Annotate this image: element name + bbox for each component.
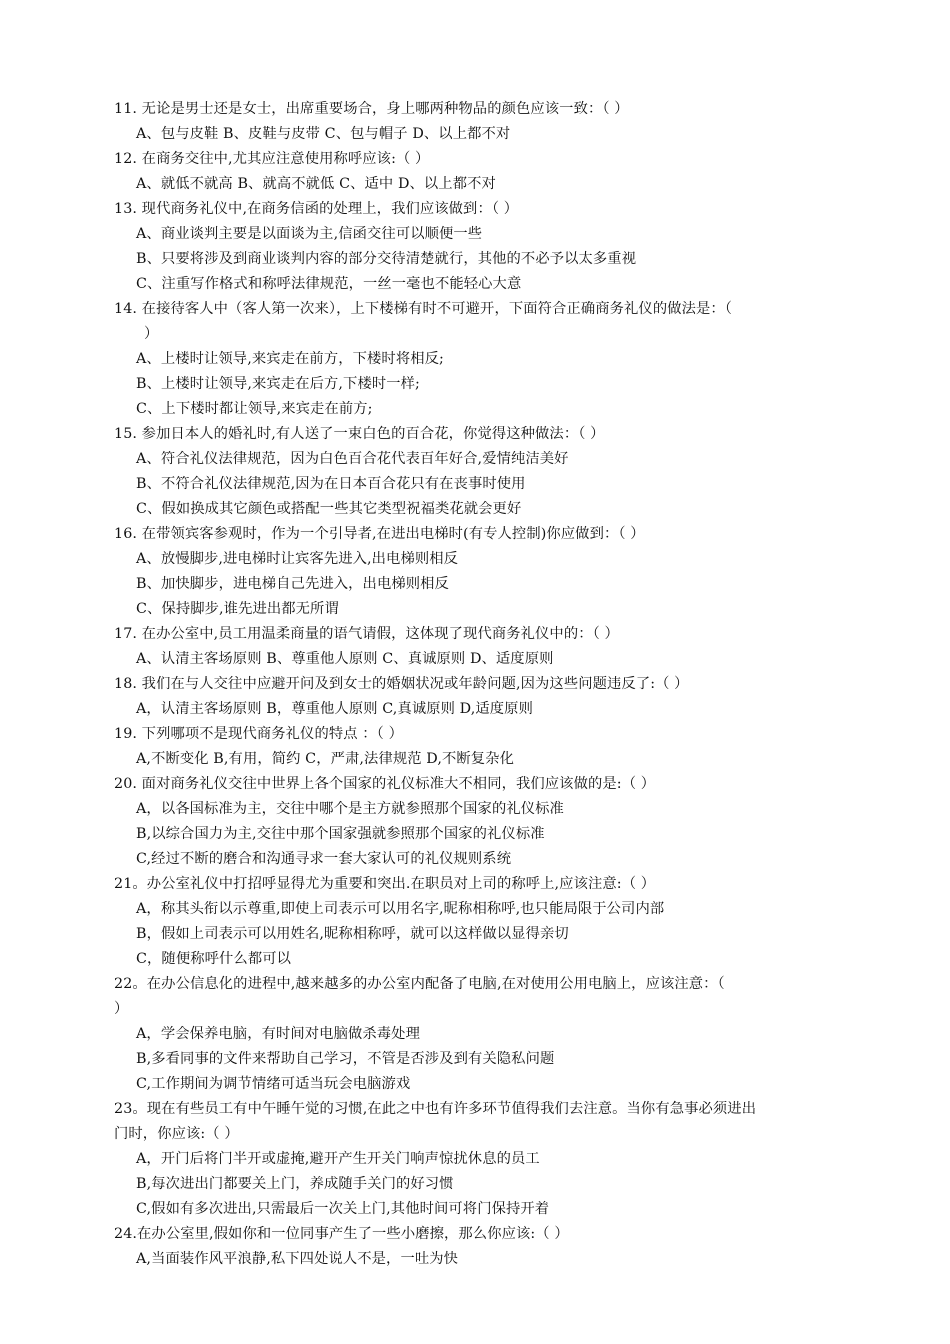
answer-option: A、包与皮鞋 B、皮鞋与皮带 C、包与帽子 D、以上都不对 [136,126,511,142]
answer-option: A、就低不就高 B、就高不就低 C、适中 D、以上都不对 [136,176,496,192]
answer-option: C、注重写作格式和称呼法律规范，一丝一毫也不能轻心大意 [136,276,522,292]
answer-option: A,当面装作风平浪静,私下四处说人不是，一吐为快 [136,1251,459,1267]
answer-option: C,工作期间为调节情绪可适当玩会电脑游戏 [136,1076,411,1092]
question-text: 14. 在接待客人中（客人第一次来），上下楼梯有时不可避开，下面符合正确商务礼仪的做法是：（ [114,301,733,317]
answer-option: B,多看同事的文件来帮助自己学习，不管是否涉及到有关隐私问题 [136,1051,555,1067]
answer-option: A、符合礼仪法律规范，因为白色百合花代表百年好合,爱情纯洁美好 [136,451,569,467]
question-continuation: 门时，你应该:（ ） [114,1126,239,1142]
answer-option: B、不符合礼仪法律规范,因为在日本百合花只有在丧事时使用 [136,476,526,492]
answer-option: B、只要将涉及到商业谈判内容的部分交待清楚就行，其他的不必予以太多重视 [136,251,637,267]
question-text: 16. 在带领宾客参观时，作为一个引导者,在进出电梯时(有专人控制)你应做到：（ ） [114,526,645,542]
question-text: 22。在办公信息化的进程中,越来越多的办公室内配备了电脑,在对使用公用电脑上，应该注意：（ [114,976,725,992]
question-text: 24.在办公室里,假如你和一位同事产生了一些小磨擦，那么你应该:（ ） [114,1226,569,1242]
answer-option: C、保持脚步,谁先进出都无所谓 [136,601,339,617]
answer-option: B,以综合国力为主,交往中那个国家强就参照那个国家的礼仪标准 [136,826,545,842]
question-text: 15. 参加日本人的婚礼时,有人送了一束白色的百合花，你觉得这种做法：（ ） [114,426,605,442]
question-text: 17. 在办公室中,员工用温柔商量的语气请假，这体现了现代商务礼仪中的：（ ） [114,626,619,642]
question-list [114,97,844,1272]
answer-option: B、上楼时让领导,来宾走在后方,下楼时一样; [136,376,420,392]
answer-option: A、认清主客场原则 B、尊重他人原则 C、真诚原则 D、适度原则 [136,651,554,667]
answer-option: C、假如换成其它颜色或搭配一些其它类型祝福类花就会更好 [136,501,522,517]
question-text: 19. 下列哪项不是现代商务礼仪的特点 ：（ ） [114,726,403,742]
answer-option: A、放慢脚步,进电梯时让宾客先进入,出电梯则相反 [136,551,459,567]
answer-option: A，学会保养电脑，有时间对电脑做杀毒处理 [136,1026,420,1042]
answer-option: C,经过不断的磨合和沟通寻求一套大家认可的礼仪规则系统 [136,851,512,867]
answer-option: C,假如有多次进出,只需最后一次关上门,其他时间可将门保持开着 [136,1201,550,1217]
answer-option: A，开门后将门半开或虚掩,避开产生开关门响声惊扰休息的员工 [136,1151,540,1167]
answer-option: A，称其头衔以示尊重,即使上司表示可以用名字,昵称相称呼,也只能局限于公司内部 [136,901,665,917]
question-continuation: ） [144,326,159,342]
answer-option: B,每次进出门都要关上门，养成随手关门的好习惯 [136,1176,454,1192]
question-continuation: ） [114,1001,129,1017]
answer-option: C、上下楼时都让领导,来宾走在前方; [136,401,373,417]
answer-option: A，认清主客场原则 B，尊重他人原则 C,真诚原则 D,适度原则 [136,701,533,717]
question-text: 11. 无论是男士还是女士，出席重要场合，身上哪两种物品的颜色应该一致：（ ） [114,101,629,117]
answer-option: A，以各国标准为主，交往中哪个是主方就参照那个国家的礼仪标准 [136,801,564,817]
question-text: 12. 在商务交往中,尤其应注意使用称呼应该:（ ） [114,151,430,167]
answer-option: B，假如上司表示可以用姓名,昵称相称呼，就可以这样做以显得亲切 [136,926,569,942]
answer-option: A、上楼时让领导,来宾走在前方，下楼时将相反; [136,351,444,367]
question-text: 20. 面对商务礼仪交往中世界上各个国家的礼仪标准大不相同，我们应该做的是:（ ） [114,776,656,792]
answer-option: C，随便称呼什么都可以 [136,951,292,967]
answer-option: A,不断变化 B,有用，简约 C，严肃,法律规范 D,不断复杂化 [136,751,514,767]
answer-option: B、加快脚步，进电梯自己先进入，出电梯则相反 [136,576,449,592]
question-text: 23。现在有些员工有中午睡午觉的习惯,在此之中也有许多环节值得我们去注意。当你有急事必须进出 [114,1101,757,1117]
question-text: 18. 我们在与人交往中应避开问及到女士的婚姻状况或年龄问题,因为这些问题违反了:（ ） [114,676,689,692]
answer-option: A、商业谈判主要是以面谈为主,信函交往可以顺便一些 [136,226,483,242]
question-text: 13. 现代商务礼仪中,在商务信函的处理上，我们应该做到：（ ） [114,201,519,217]
question-text: 21。办公室礼仪中打招呼显得尤为重要和突出.在职员对上司的称呼上,应该注意:（ ） [114,876,656,892]
